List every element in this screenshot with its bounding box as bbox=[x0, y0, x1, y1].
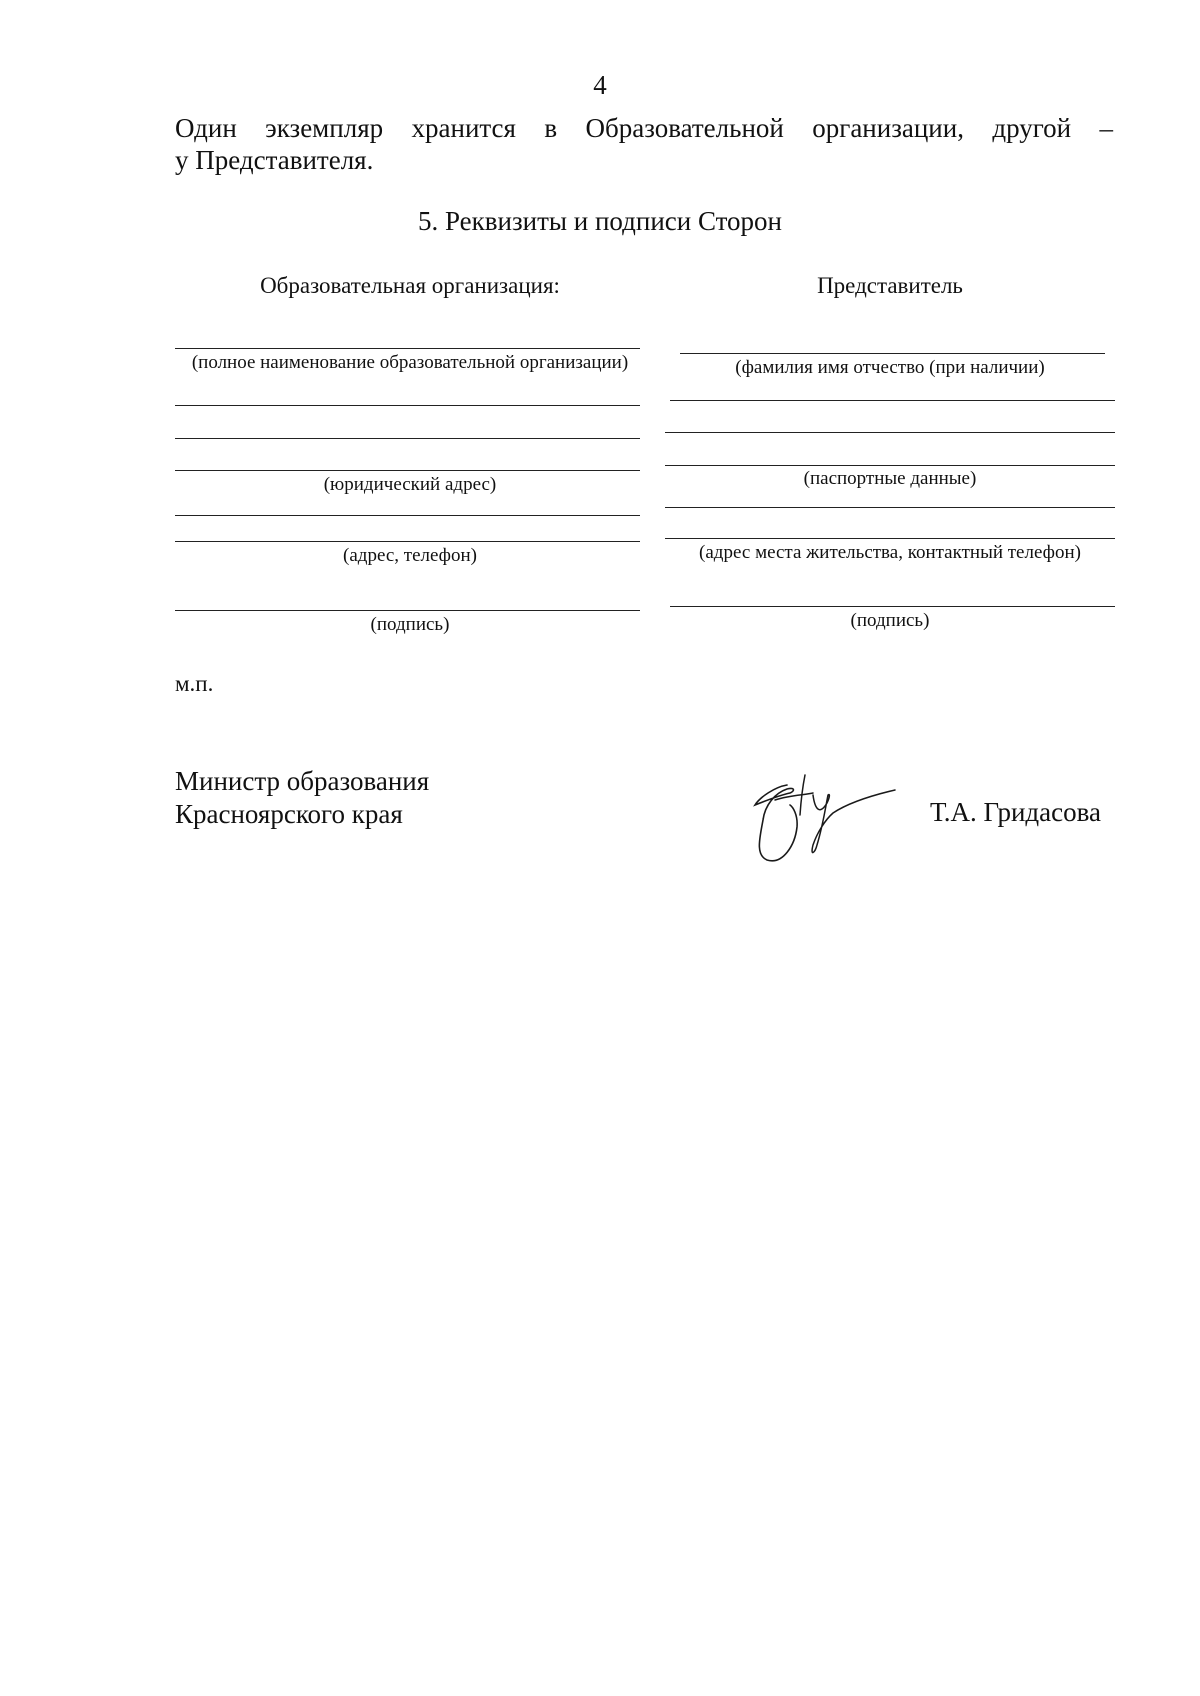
signatory-name: Т.А. Гридасова bbox=[930, 797, 1101, 827]
signatory-title bbox=[175, 765, 429, 831]
right-residence-line bbox=[665, 538, 1115, 539]
left-blank-line-3 bbox=[175, 515, 640, 516]
signatory-title-line-2: Красноярского края bbox=[175, 799, 403, 829]
left-signature-line bbox=[175, 610, 640, 611]
left-caption-address-phone: (адрес, телефон) bbox=[343, 545, 477, 566]
right-blank-line-1 bbox=[670, 400, 1115, 401]
left-name-line bbox=[175, 348, 640, 349]
right-caption-signature: (подпись) bbox=[850, 610, 930, 631]
intro-paragraph bbox=[175, 112, 1113, 176]
left-legal-address-line bbox=[175, 470, 640, 471]
right-caption-passport: (паспортные данные) bbox=[803, 468, 977, 489]
right-passport-line bbox=[665, 465, 1115, 466]
intro-line-2: у Представителя. bbox=[175, 145, 374, 175]
handwritten-signature bbox=[735, 765, 910, 870]
right-caption-fio: (фамилия имя отчество (при наличии) bbox=[735, 357, 1045, 378]
left-caption-signature: (подпись) bbox=[370, 614, 450, 635]
left-address-phone-line bbox=[175, 541, 640, 542]
right-caption-residence: (адрес места жительства, контактный телефон) bbox=[699, 542, 1081, 563]
left-blank-line-1 bbox=[175, 405, 640, 406]
stamp-place-label: м.п. bbox=[175, 671, 214, 696]
left-blank-line-2 bbox=[175, 438, 640, 439]
right-blank-line-2 bbox=[665, 432, 1115, 433]
right-fio-line bbox=[680, 353, 1105, 354]
left-column-heading: Образовательная организация: bbox=[260, 273, 560, 298]
section-title: 5. Реквизиты и подписи Сторон bbox=[418, 206, 782, 236]
right-blank-line-3 bbox=[665, 507, 1115, 508]
right-column-heading: Представитель bbox=[817, 273, 963, 298]
left-caption-name: (полное наименование образовательной организации) bbox=[191, 352, 629, 373]
right-signature-line bbox=[670, 606, 1115, 607]
page-number: 4 bbox=[593, 70, 607, 100]
intro-line-1: Один экземпляр хранится в Образовательной организации, другой – bbox=[175, 113, 1113, 143]
signatory-title-line-1: Министр образования bbox=[175, 766, 430, 796]
left-caption-legal-address: (юридический адрес) bbox=[323, 474, 497, 495]
